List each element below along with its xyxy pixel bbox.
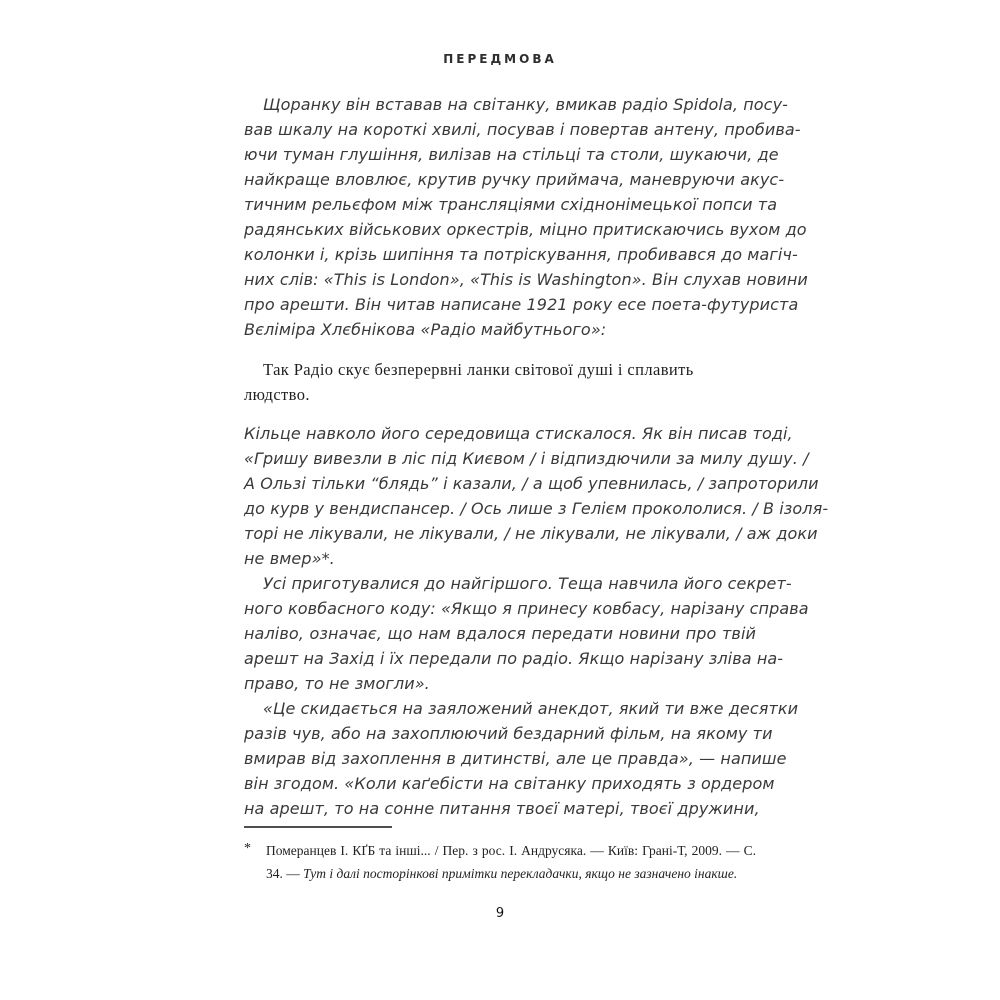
paragraph [244, 696, 799, 821]
text-line: ного ковбасного коду: «Якщо я принесу ковбасу, нарізану справа [244, 599, 809, 618]
footnote-text-italic: Тут і далі посторінкові примітки перекладачки, якщо не зазначено інакше. [303, 866, 738, 881]
text-line: ючи туман глушіння, вилізав на стільці та столи, шукаючи, де [244, 145, 779, 164]
text-line: вмирав від захоплення в дитинстві, але це правда», — напише [244, 749, 787, 768]
text-line: радянських військових оркестрів, міцно притискаючись вухом до [244, 220, 807, 239]
block-quote [244, 357, 756, 407]
text-column [244, 92, 829, 885]
text-line: вав шкалу на короткі хвилі, посував і повертав антену, пробива- [244, 120, 801, 139]
text-line: Так Радіо скує безперервні ланки світової душі і сплавить [263, 360, 694, 379]
text-line: людство. [244, 385, 310, 404]
footnote-divider [244, 826, 392, 828]
text-line: наліво, означає, що нам вдалося передати новини про твій [244, 624, 756, 643]
footnote-marker: * [244, 841, 251, 856]
text-line: він згодом. «Коли каґебісти на світанку приходять з ордером [244, 774, 775, 793]
chapter-header: ПЕРЕДМОВА [443, 52, 557, 66]
text-line: до курв у вендиспансер. / Ось лише з Гелієм прокололися. / В ізоля- [244, 499, 829, 518]
text-line: Усі приготувалися до найгіршого. Теща навчила його секрет- [263, 574, 792, 593]
text-line: «Гришу вивезли в ліс під Києвом / і відпиздючили за милу душу. / [244, 449, 809, 468]
paragraph [244, 92, 808, 342]
text-line: найкраще вловлює, крутив ручку приймача, маневруючи акус- [244, 170, 785, 189]
text-line: колонки і, крізь шипіння та потріскування, пробивався до магіч- [244, 245, 798, 264]
text-line: про арешти. Він читав написане 1921 року есе поета-футуриста [244, 295, 799, 314]
text-line: Щоранку він вставав на світанку, вмикав радіо Spidola, посу- [263, 95, 789, 114]
text-line: тичним рельєфом між трансляціями східнонімецької попси та [244, 195, 778, 214]
footnote [244, 839, 756, 885]
text-line: «Це скидається на заяложений анекдот, який ти вже десятки [263, 699, 799, 718]
text-line: Кільце навколо його середовища стискалося. Як він писав тоді, [244, 424, 793, 443]
text-line: торі не лікували, не лікували, / не лікували, не лікували, / аж доки [244, 524, 818, 543]
page-number: 9 [495, 906, 505, 921]
text-line: них слів: «This is London», «This is Washington». Він слухав новини [244, 270, 808, 289]
text-line: не вмер»*. [244, 549, 335, 568]
text-line: на арешт, то на сонне питання твоєї матері, твоєї дружини, [244, 799, 760, 818]
text-blocks [244, 92, 829, 821]
text-line: арешт на Захід і їх передали по радіо. Якщо нарізану зліва на- [244, 649, 784, 668]
text-line: А Ользі тільки “блядь” і казали, / а щоб упевнилась, / запроторили [244, 474, 819, 493]
text-line: Вєліміра Хлєбнікова «Радіо майбутнього»: [244, 320, 607, 339]
footnote-text-roman: Померанцев І. КҐБ та інші... / Пер. з рос. І. Андрусяка. — Київ: Грані-Т, 2009. — С. 34. — [266, 843, 756, 881]
footnote-section [244, 826, 756, 885]
paragraph [244, 421, 829, 571]
text-line: разів чув, або на захоплюючий бездарний фільм, на якому ти [244, 724, 773, 743]
text-line: право, то не змогли». [244, 674, 430, 693]
paragraph [244, 571, 809, 696]
